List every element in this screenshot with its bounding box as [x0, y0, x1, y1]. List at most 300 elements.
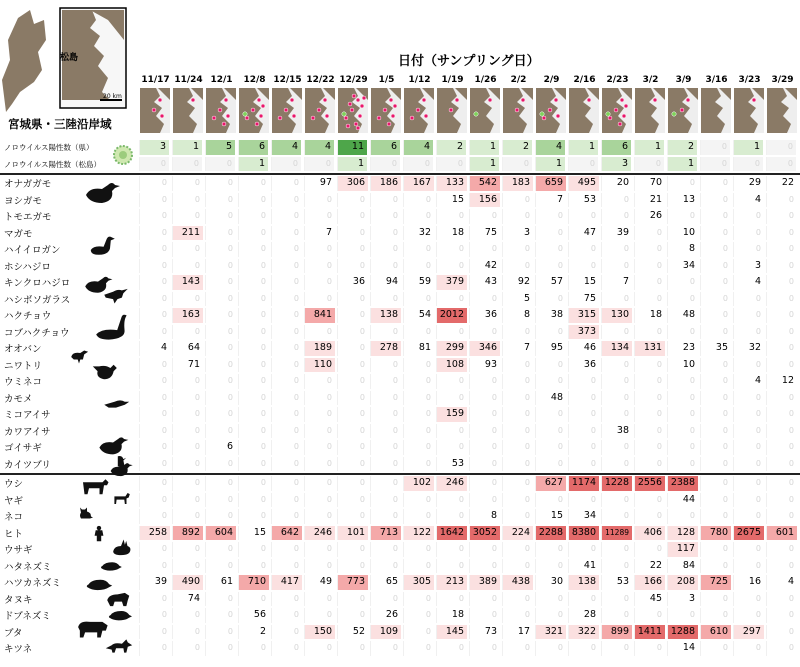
date-map-thumbnail	[635, 88, 665, 133]
table-cell: 0	[601, 457, 632, 472]
positive-site-dot	[614, 108, 618, 112]
table-cell: 0	[403, 374, 434, 389]
row-label: トモエガモ	[4, 212, 52, 223]
table-cell: 0	[139, 193, 170, 208]
table-cell: 0	[172, 209, 203, 224]
table-cell: 0	[502, 424, 533, 439]
table-cell: 1	[733, 140, 764, 155]
table-cell: 659	[535, 176, 566, 191]
table-cell: 0	[502, 641, 533, 656]
row-label: ウミネコ	[4, 377, 43, 388]
table-cell: 0	[766, 358, 797, 373]
table-cell: 0	[436, 592, 467, 607]
table-cell: 0	[370, 157, 401, 172]
date-map-thumbnail	[668, 88, 698, 133]
table-cell: 0	[469, 209, 500, 224]
table-cell: 53	[568, 193, 599, 208]
table-cell: 0	[205, 592, 236, 607]
table-cell: 0	[370, 457, 401, 472]
cat-icon	[76, 503, 96, 521]
table-cell: 0	[205, 559, 236, 574]
table-row	[0, 225, 800, 242]
table-cell: 0	[337, 259, 368, 274]
table-cell: 56	[238, 608, 269, 623]
table-cell: 11	[337, 140, 368, 155]
table-cell: 0	[634, 226, 665, 241]
table-cell: 0	[766, 424, 797, 439]
table-cell: 0	[337, 226, 368, 241]
table-cell: 0	[766, 641, 797, 656]
table-cell: 0	[568, 209, 599, 224]
table-cell: 0	[172, 242, 203, 257]
table-cell: 299	[436, 341, 467, 356]
table-cell: 0	[634, 242, 665, 257]
positive-site-dot	[622, 114, 626, 118]
date-map-thumbnail	[272, 88, 302, 133]
table-cell: 4	[304, 140, 335, 155]
positive-site-dot	[245, 116, 249, 120]
table-cell: 0	[436, 292, 467, 307]
table-cell: 0	[634, 608, 665, 623]
table-cell: 780	[700, 526, 731, 541]
table-cell: 0	[238, 440, 269, 455]
table-cell: 0	[700, 242, 731, 257]
table-cell: 0	[370, 476, 401, 491]
positive-site-dot	[620, 98, 624, 102]
table-cell: 0	[601, 292, 632, 307]
table-cell: 0	[172, 407, 203, 422]
row-label: ニワトリ	[4, 360, 43, 372]
table-cell: 0	[667, 325, 698, 340]
table-cell: 0	[304, 641, 335, 656]
table-cell: 0	[502, 391, 533, 406]
table-cell: 208	[667, 575, 698, 590]
table-cell: 0	[172, 440, 203, 455]
table-cell: 1	[469, 140, 500, 155]
table-cell: 0	[700, 193, 731, 208]
table-cell: 0	[700, 608, 731, 623]
table-cell: 0	[766, 325, 797, 340]
positive-site-dot	[323, 98, 327, 102]
table-cell: 0	[403, 493, 434, 508]
row-label: キンクロハジロ	[4, 278, 71, 289]
table-cell: 0	[403, 542, 434, 557]
table-cell: 8	[502, 308, 533, 323]
table-cell: 0	[601, 608, 632, 623]
row-label: ハクチョウ	[4, 311, 52, 322]
table-cell: 0	[172, 559, 203, 574]
table-cell: 0	[766, 209, 797, 224]
table-cell: 73	[469, 625, 500, 640]
row-label: ブタ	[4, 627, 23, 639]
date-map-thumbnail	[239, 88, 269, 133]
table-cell: 0	[766, 242, 797, 257]
table-cell: 0	[337, 457, 368, 472]
table-cell: 0	[337, 193, 368, 208]
table-cell: 0	[403, 457, 434, 472]
positive-site-dot	[311, 116, 315, 120]
table-cell: 7	[535, 193, 566, 208]
row-label: ミコアイサ	[4, 410, 51, 421]
table-cell: 0	[535, 592, 566, 607]
table-cell: 45	[634, 592, 665, 607]
table-cell: 0	[700, 424, 731, 439]
table-cell: 15	[535, 509, 566, 524]
date-map-thumbnail	[602, 88, 632, 133]
table-cell: 0	[271, 176, 302, 191]
matsushima-positive-dot	[243, 112, 247, 116]
table-cell: 22	[634, 559, 665, 574]
table-cell: 0	[766, 608, 797, 623]
table-cell: 0	[337, 391, 368, 406]
table-cell: 183	[502, 176, 533, 191]
table-cell: 0	[172, 424, 203, 439]
table-cell: 0	[337, 358, 368, 373]
table-cell: 0	[469, 424, 500, 439]
table-cell: 13	[667, 193, 698, 208]
table-cell: 0	[271, 493, 302, 508]
table-cell: 0	[700, 391, 731, 406]
table-cell: 0	[205, 358, 236, 373]
table-cell: 0	[436, 391, 467, 406]
table-row	[0, 241, 800, 258]
table-cell: 5	[205, 140, 236, 155]
row-label: キツネ	[4, 644, 33, 655]
table-cell: 0	[700, 226, 731, 241]
table-cell: 74	[172, 592, 203, 607]
positive-site-dot	[416, 108, 420, 112]
table-cell: 35	[700, 341, 731, 356]
table-cell: 15	[568, 275, 599, 290]
table-cell: 0	[304, 476, 335, 491]
table-cell: 0	[535, 226, 566, 241]
table-cell: 0	[238, 325, 269, 340]
table-cell: 0	[205, 457, 236, 472]
table-cell: 42	[469, 259, 500, 274]
table-cell: 0	[601, 493, 632, 508]
positive-site-dot	[344, 116, 348, 120]
table-cell: 4	[733, 193, 764, 208]
positive-site-dot	[160, 114, 164, 118]
date-map-thumbnail	[734, 88, 764, 133]
table-cell: 133	[436, 176, 467, 191]
table-cell: 0	[403, 641, 434, 656]
table-cell: 0	[205, 226, 236, 241]
table-cell: 0	[535, 242, 566, 257]
table-cell: 186	[370, 176, 401, 191]
table-cell: 138	[568, 575, 599, 590]
table-cell: 0	[205, 407, 236, 422]
table-cell: 84	[667, 559, 698, 574]
table-cell: 18	[436, 226, 467, 241]
positive-site-dot	[191, 98, 195, 102]
table-cell: 0	[370, 592, 401, 607]
positive-site-dot	[410, 116, 414, 120]
table-cell: 15	[238, 526, 269, 541]
table-cell: 1	[469, 157, 500, 172]
positive-site-dot	[325, 114, 329, 118]
table-cell: 0	[139, 292, 170, 307]
table-cell: 0	[205, 374, 236, 389]
table-cell: 0	[535, 292, 566, 307]
table-cell: 0	[601, 325, 632, 340]
table-cell: 278	[370, 341, 401, 356]
table-cell: 0	[139, 374, 170, 389]
table-cell: 32	[733, 341, 764, 356]
table-cell: 0	[304, 493, 335, 508]
table-row	[0, 373, 800, 390]
table-cell: 12	[766, 374, 797, 389]
table-cell: 305	[403, 575, 434, 590]
table-cell: 2	[667, 140, 698, 155]
table-cell: 0	[271, 509, 302, 524]
table-cell: 163	[172, 308, 203, 323]
table-cell: 0	[403, 391, 434, 406]
table-cell: 0	[601, 193, 632, 208]
matsushima-positive-dot	[672, 112, 676, 116]
table-cell: 38	[535, 308, 566, 323]
table-cell: 10	[667, 226, 698, 241]
table-cell: 0	[733, 476, 764, 491]
positive-site-dot	[424, 114, 428, 118]
positive-site-dot	[377, 116, 381, 120]
table-cell: 0	[370, 358, 401, 373]
table-cell: 0	[304, 542, 335, 557]
table-cell: 0	[568, 493, 599, 508]
table-cell: 0	[337, 424, 368, 439]
table-cell: 0	[535, 641, 566, 656]
table-cell: 0	[139, 176, 170, 191]
table-cell: 11289	[601, 526, 632, 541]
row-label: カモメ	[4, 393, 33, 405]
table-cell: 159	[436, 407, 467, 422]
table-cell: 0	[436, 559, 467, 574]
table-cell: 0	[535, 407, 566, 422]
table-cell: 0	[271, 242, 302, 257]
table-cell: 0	[469, 325, 500, 340]
table-cell: 0	[205, 641, 236, 656]
table-cell: 0	[139, 325, 170, 340]
table-cell: 0	[403, 242, 434, 257]
date-label: 3/9	[675, 75, 692, 85]
swan-icon	[92, 311, 134, 343]
date-label: 11/24	[174, 75, 203, 85]
human-icon	[88, 520, 110, 546]
table-cell: 53	[601, 575, 632, 590]
table-cell: 1	[238, 157, 269, 172]
table-cell: 0	[238, 559, 269, 574]
positive-site-dot	[158, 98, 162, 102]
table-cell: 0	[568, 641, 599, 656]
row-label: ハイイロガン	[4, 245, 61, 256]
table-cell: 0	[139, 493, 170, 508]
table-cell: 0	[139, 625, 170, 640]
table-cell: 122	[403, 526, 434, 541]
table-cell: 0	[766, 542, 797, 557]
table-cell: 0	[139, 440, 170, 455]
table-cell: 0	[238, 407, 269, 422]
table-cell: 0	[370, 509, 401, 524]
table-cell: 604	[205, 526, 236, 541]
date-label: 3/29	[771, 75, 794, 85]
table-cell: 2	[436, 140, 467, 155]
table-cell: 0	[205, 259, 236, 274]
table-cell: 0	[205, 391, 236, 406]
date-label: 2/23	[606, 75, 629, 85]
table-cell: 0	[667, 608, 698, 623]
table-cell: 0	[403, 592, 434, 607]
positive-site-dot	[362, 96, 366, 100]
table-cell: 0	[139, 391, 170, 406]
table-cell: 0	[535, 358, 566, 373]
table-cell: 0	[502, 325, 533, 340]
table-cell: 0	[634, 358, 665, 373]
positive-site-dot	[752, 98, 756, 102]
table-cell: 0	[304, 457, 335, 472]
table-cell: 0	[337, 440, 368, 455]
table-cell: 0	[700, 559, 731, 574]
table-cell: 0	[403, 209, 434, 224]
date-map-thumbnail	[767, 88, 797, 133]
table-cell: 0	[304, 407, 335, 422]
table-cell: 0	[205, 325, 236, 340]
table-cell: 0	[139, 476, 170, 491]
table-cell: 0	[271, 542, 302, 557]
rat-icon	[106, 603, 134, 623]
table-cell: 65	[370, 575, 401, 590]
table-cell: 0	[271, 308, 302, 323]
table-cell: 0	[238, 308, 269, 323]
table-cell: 21	[634, 193, 665, 208]
positive-site-dot	[354, 122, 358, 126]
table-cell: 6	[205, 440, 236, 455]
date-map-thumbnail	[701, 88, 731, 133]
table-cell: 0	[733, 292, 764, 307]
table-cell: 14	[667, 641, 698, 656]
table-cell: 0	[502, 592, 533, 607]
table-cell: 0	[733, 308, 764, 323]
date-label: 2/9	[543, 75, 560, 85]
table-cell: 0	[271, 391, 302, 406]
date-map-thumbnail	[503, 88, 533, 133]
positive-site-dot	[422, 98, 426, 102]
table-cell: 0	[403, 292, 434, 307]
table-cell: 0	[700, 157, 731, 172]
date-map-thumbnail	[173, 88, 203, 133]
positive-site-dot	[449, 108, 453, 112]
positive-site-dot	[587, 98, 591, 102]
positive-site-dot	[350, 108, 354, 112]
table-cell: 0	[304, 440, 335, 455]
table-cell: 0	[238, 493, 269, 508]
fox-icon	[104, 635, 134, 657]
table-cell: 0	[667, 391, 698, 406]
table-cell: 0	[502, 193, 533, 208]
table-cell: 0	[337, 641, 368, 656]
table-cell: 0	[733, 209, 764, 224]
table-cell: 0	[238, 509, 269, 524]
table-cell: 0	[172, 157, 203, 172]
table-cell: 29	[733, 176, 764, 191]
table-cell: 0	[370, 325, 401, 340]
table-cell: 0	[436, 509, 467, 524]
table-cell: 224	[502, 526, 533, 541]
table-cell: 0	[601, 407, 632, 422]
table-cell: 0	[601, 242, 632, 257]
table-cell: 0	[469, 242, 500, 257]
table-cell: 0	[337, 542, 368, 557]
table-cell: 0	[700, 407, 731, 422]
table-cell: 0	[238, 592, 269, 607]
date-label: 3/16	[705, 75, 728, 85]
table-cell: 52	[337, 625, 368, 640]
row-label: ノロウイルス陽性数（県）	[4, 143, 94, 152]
table-cell: 36	[568, 358, 599, 373]
date-label: 12/22	[306, 75, 335, 85]
table-cell: 2288	[535, 526, 566, 541]
table-cell: 0	[634, 641, 665, 656]
table-cell: 0	[634, 157, 665, 172]
table-cell: 0	[337, 374, 368, 389]
table-cell: 0	[337, 209, 368, 224]
table-cell: 0	[271, 608, 302, 623]
table-cell: 321	[535, 625, 566, 640]
table-cell: 0	[271, 625, 302, 640]
table-cell: 0	[436, 209, 467, 224]
table-cell: 389	[469, 575, 500, 590]
table-cell: 0	[535, 440, 566, 455]
map-city-label: 松島	[60, 53, 79, 63]
table-cell: 34	[568, 509, 599, 524]
table-cell: 0	[172, 493, 203, 508]
table-cell: 2388	[667, 476, 698, 491]
table-cell: 0	[238, 641, 269, 656]
row-label: ハツカネズミ	[4, 578, 62, 589]
table-cell: 54	[403, 308, 434, 323]
date-label: 3/2	[642, 75, 659, 85]
table-cell: 0	[667, 440, 698, 455]
table-cell: 0	[172, 259, 203, 274]
table-cell: 0	[535, 542, 566, 557]
table-cell: 0	[535, 457, 566, 472]
table-cell: 0	[370, 242, 401, 257]
table-cell: 5	[502, 292, 533, 307]
table-cell: 4	[766, 575, 797, 590]
table-cell: 0	[502, 542, 533, 557]
table-cell: 0	[733, 407, 764, 422]
table-cell: 0	[766, 592, 797, 607]
table-cell: 0	[502, 476, 533, 491]
row-label: オオバン	[4, 344, 42, 355]
table-cell: 0	[469, 493, 500, 508]
table-cell: 0	[304, 259, 335, 274]
table-cell: 0	[238, 542, 269, 557]
table-cell: 0	[139, 259, 170, 274]
date-map-thumbnail	[371, 88, 401, 133]
table-cell: 0	[766, 509, 797, 524]
table-cell: 0	[700, 308, 731, 323]
table-cell: 1228	[601, 476, 632, 491]
table-cell: 0	[139, 592, 170, 607]
table-cell: 150	[304, 625, 335, 640]
table-cell: 138	[370, 308, 401, 323]
positive-site-dot	[389, 98, 393, 102]
positive-site-dot	[317, 108, 321, 112]
table-cell: 0	[733, 391, 764, 406]
table-cell: 0	[700, 140, 731, 155]
table-cell: 0	[535, 424, 566, 439]
table-cell: 0	[304, 559, 335, 574]
